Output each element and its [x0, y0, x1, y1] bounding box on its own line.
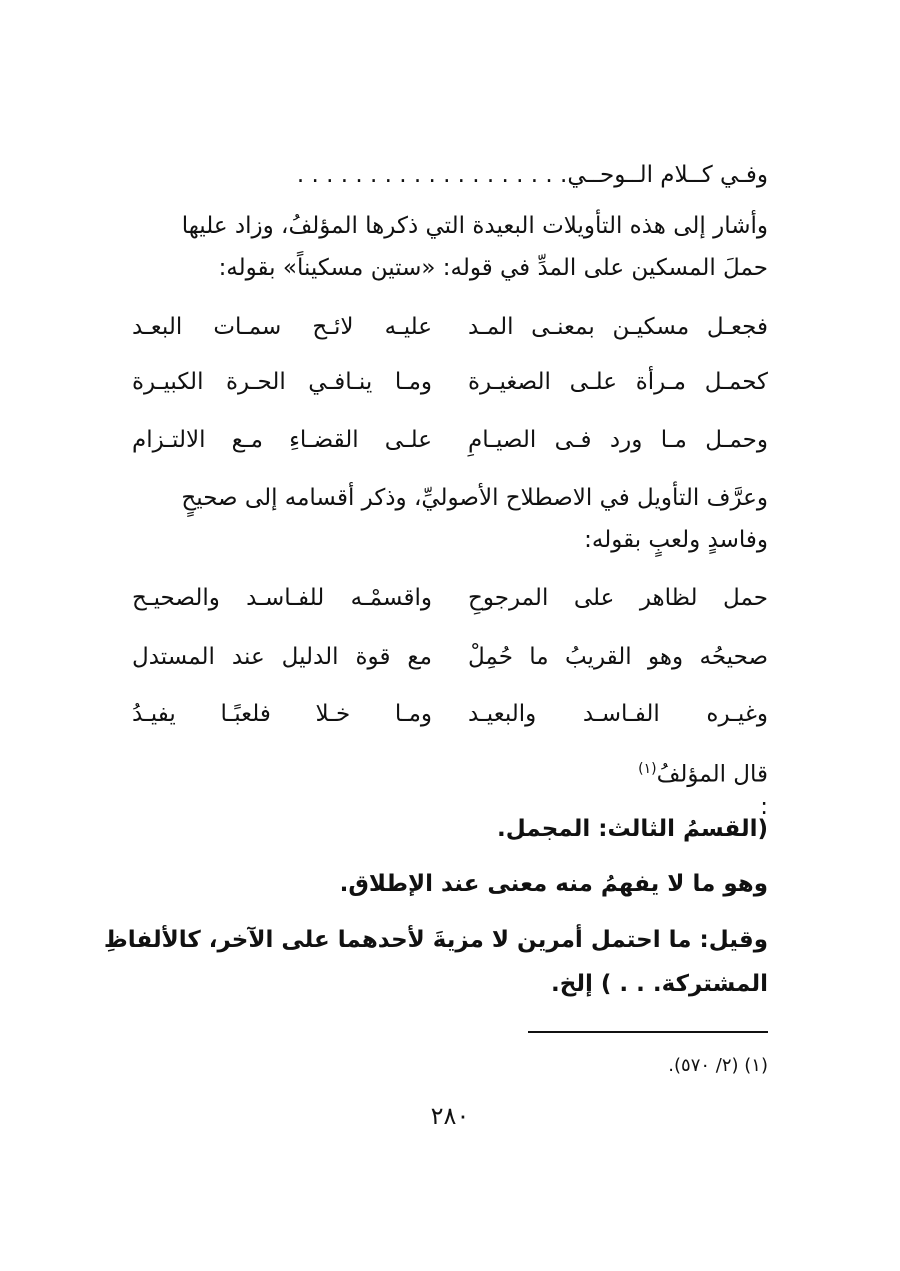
footnote: (١) (٢/ ٥٧٠).	[668, 1055, 768, 1076]
verse-3	[132, 420, 768, 460]
verse-5-first-hemistich: صحيحُه وهو القريبُ ما حُمِلْ	[468, 644, 768, 670]
text-line-3: حملَ المسكين على المدِّ في قوله: «ستين مسكيناً» بقوله:	[218, 255, 768, 281]
verse-4-second-hemistich: واقسمْـه للفـاسـد والصحيـح	[132, 585, 432, 611]
verse-6	[132, 694, 768, 734]
text-line-8: وهو ما لا يفهمُ منه معنى عند الإطلاق.	[339, 871, 768, 897]
page-number: ٢٨٠	[430, 1102, 470, 1130]
text-line-2: وأشار إلى هذه التأويلات البعيدة التي ذكرها المؤلفُ، وزاد عليها	[181, 213, 768, 239]
verse-1-second-hemistich: عليـه لائـح سمـات البعـد	[132, 314, 432, 340]
footnote-ref: (١)	[638, 761, 657, 777]
text-line-9: وقيل: ما احتمل أمرين لا مزيةَ لأحدهما على الآخر، كالألفاظِ	[103, 927, 768, 953]
text-line-5: وفاسدٍ ولعبٍ بقوله:	[584, 527, 768, 553]
author-says-colon: :	[760, 793, 768, 820]
text-line-4: وعرَّف التأويل في الاصطلاح الأصوليِّ، وذكر أقسامه إلى صحيحٍ	[181, 485, 768, 511]
verse-3-first-hemistich: وحمـل مـا ورد فـى الصيـامِ	[468, 427, 768, 453]
verse-5	[132, 637, 768, 677]
verse-2-second-hemistich: ومـا ينـافـي الحـرة الكبيـرة	[132, 369, 432, 395]
verse-4	[132, 578, 768, 618]
text-line-10: المشتركة. . . ) إلخ.	[551, 971, 768, 997]
verse-6-second-hemistich: ومـا خـلا فلعبًـا يفيـدُ	[132, 701, 432, 727]
verse-4-first-hemistich: حمل لظاهر على المرجوحِ	[468, 585, 768, 611]
author-says: قال المؤلفُ	[656, 761, 768, 788]
verse-5-second-hemistich: مع قوة الدليل عند المستدل	[132, 644, 432, 670]
footnote-separator	[528, 1031, 768, 1033]
verse-1-first-hemistich: فجعـل مسكيـن بمعنـى المـد	[468, 314, 768, 340]
text-line-1: وفـي كــلام الــوحــي. . . . . . . . . . . . . . . . . . .	[296, 162, 768, 188]
verse-1	[132, 307, 768, 347]
verse-6-first-hemistich: وغيـره الفـاسـد والبعيـد	[468, 701, 768, 727]
verse-2	[132, 362, 768, 402]
verse-3-second-hemistich: علـى القضـاءِ مـع الالتـزام	[132, 427, 432, 453]
text-line-7: (القسمُ الثالث: المجمل.	[497, 816, 768, 842]
verse-2-first-hemistich: كحمـل مـرأة علـى الصغيـرة	[468, 369, 768, 395]
